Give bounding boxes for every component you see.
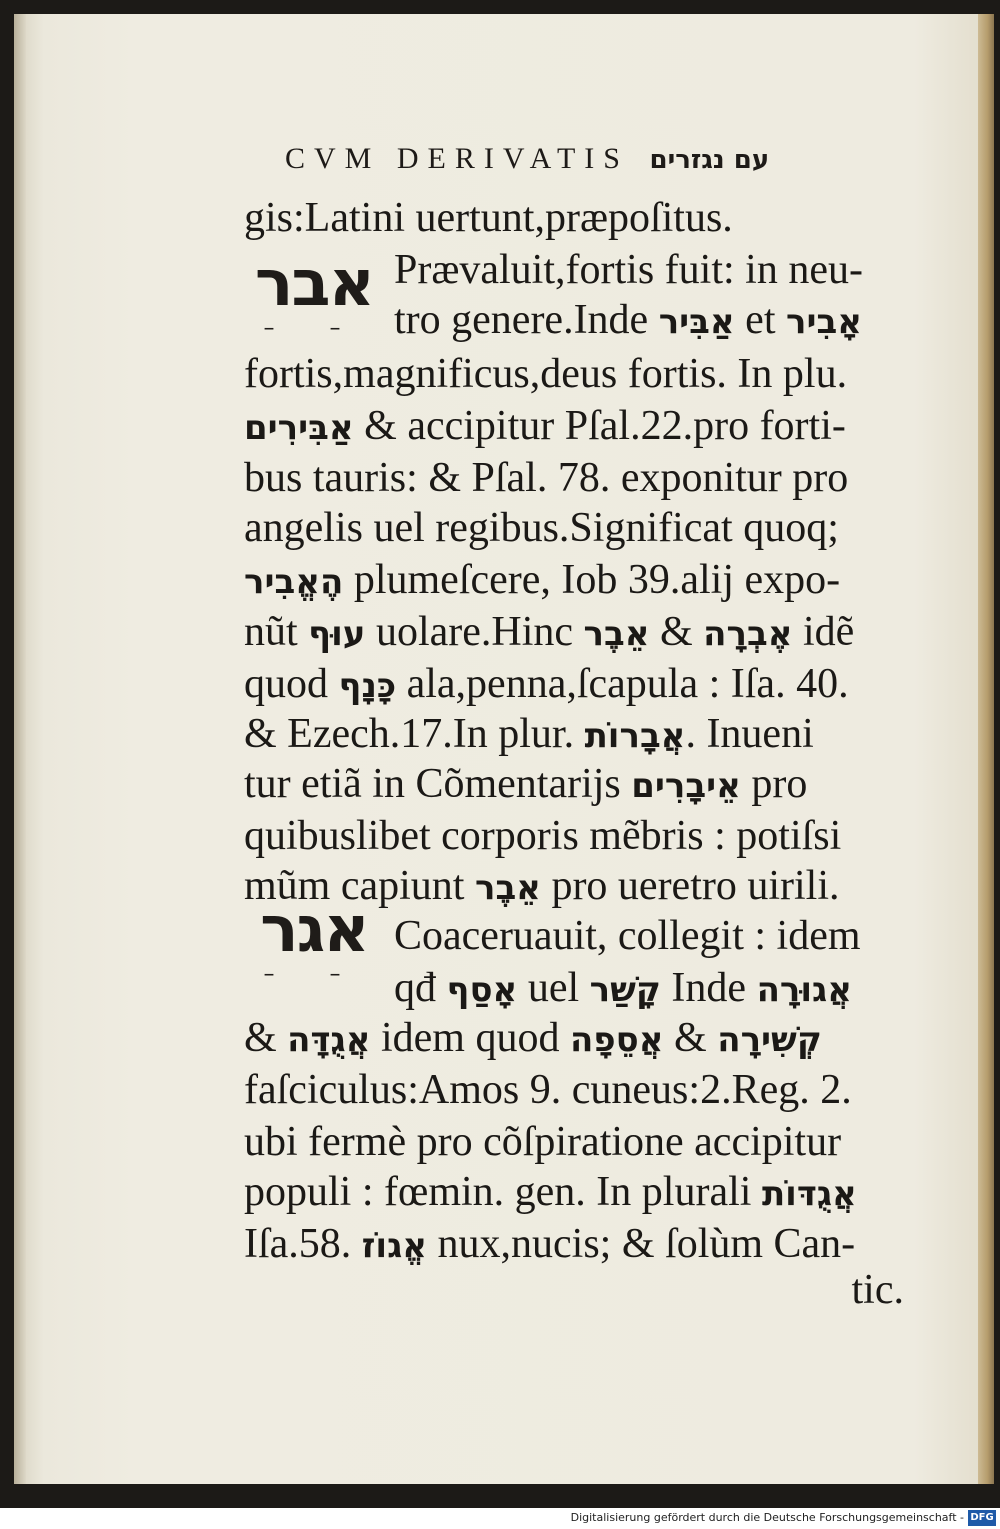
latin-text: bus tauris: & Pſal. 78. exponitur pro xyxy=(244,455,849,501)
page-gutter xyxy=(14,14,26,1484)
text-line xyxy=(394,960,904,1016)
text-line xyxy=(244,190,904,246)
hebrew-word: אֵבֶר xyxy=(474,868,541,908)
latin-text: uolare.Hinc xyxy=(365,609,584,655)
latin-text: & Ezech.17.In plur. xyxy=(244,711,585,757)
text-line xyxy=(244,450,904,506)
text-line xyxy=(244,346,904,402)
running-title: CVM DERIVATIS xyxy=(285,142,629,175)
hebrew-word: אֲסֵפָה xyxy=(569,1020,664,1060)
running-header xyxy=(285,142,885,182)
hebrew-word: אֶבְרָה xyxy=(703,614,793,654)
hebrew-word: אֵבֶר xyxy=(583,614,650,654)
hebrew-word: אָסַף xyxy=(446,970,518,1010)
latin-text: qđ xyxy=(394,965,447,1011)
latin-text: quod xyxy=(244,661,339,707)
footer-bar xyxy=(0,1508,1000,1529)
text-line xyxy=(244,1114,904,1170)
latin-text: Coaceruauit, collegit : idem xyxy=(394,913,861,959)
latin-text: gis:Latini uertunt,præpoſitus. xyxy=(244,195,733,241)
hebrew-word: אֱגוֹז xyxy=(361,1226,428,1266)
text-line xyxy=(244,656,904,712)
hebrew-word: אָבִיר xyxy=(785,302,862,342)
latin-text: fortis,magnificus,deus fortis. In plu. xyxy=(244,351,848,397)
latin-text: & xyxy=(244,1015,288,1061)
latin-text: & accipitur Pſal.22.pro forti- xyxy=(353,403,846,449)
text-line xyxy=(244,604,904,660)
latin-text: mũm capiunt xyxy=(244,863,475,909)
headword-abar-marks: – – xyxy=(263,316,365,341)
text-line xyxy=(394,908,904,964)
latin-text: Prævaluit,fortis fuit: in neu- xyxy=(394,247,863,293)
hebrew-word: כָּנָף xyxy=(338,666,397,706)
text-line xyxy=(244,1262,904,1318)
latin-text: idem quod xyxy=(370,1015,570,1061)
hebrew-word: קְשִׁירָה xyxy=(717,1020,822,1060)
hebrew-word: אַבִּיר xyxy=(658,302,735,342)
latin-text: angelis uel regibus.Significat quoq; xyxy=(244,505,839,551)
latin-text: plumeſcere, Iob 39.alij expo- xyxy=(343,557,841,603)
text-line xyxy=(244,500,904,556)
text-line xyxy=(394,292,904,348)
headword-abar: אבר xyxy=(254,247,374,321)
latin-text: & xyxy=(663,1015,718,1061)
text-line xyxy=(394,242,904,298)
text-line xyxy=(244,858,904,914)
headword-agar: אגר xyxy=(260,893,368,967)
latin-text: ala,penna,ſcapula : Iſa. 40. xyxy=(396,661,849,707)
latin-text: populi : fœmin. gen. In plurali xyxy=(244,1169,762,1215)
text-line xyxy=(244,1164,904,1220)
hebrew-word: אֲבָרוֹת xyxy=(584,716,686,756)
latin-text: & xyxy=(649,609,704,655)
text-line xyxy=(244,398,904,454)
hebrew-word: עוּף xyxy=(308,614,366,654)
headword-agar-marks: – – xyxy=(263,962,365,987)
running-title-hebrew: עם נגזרים xyxy=(649,145,770,175)
text-line xyxy=(244,808,904,864)
text-line xyxy=(244,706,904,762)
latin-text: tur etiã in Cõmentarijs xyxy=(244,761,632,807)
latin-text: ubi fermè pro cõſpiratione accipitur xyxy=(244,1119,842,1165)
latin-text: idẽ xyxy=(792,609,855,655)
latin-text: tic. xyxy=(851,1267,904,1313)
latin-text: faſciculus:Amos 9. cuneus:2.Reg. 2. xyxy=(244,1067,852,1113)
latin-text: Inde xyxy=(660,965,757,1011)
text-line xyxy=(244,552,904,608)
latin-text: pro ueretro uirili. xyxy=(540,863,840,909)
latin-text: et xyxy=(734,297,786,343)
hebrew-word: אֲגוּרָה xyxy=(756,970,853,1010)
text-line xyxy=(244,756,904,812)
funding-notice: Digitalisierung gefördert durch die Deutsche Forschungsgemeinschaft - xyxy=(570,1511,964,1524)
hebrew-word: אֲגֻדּוֹת xyxy=(761,1174,857,1214)
latin-text: tro genere.Inde xyxy=(394,297,659,343)
hebrew-word: אֲגֻדָּה xyxy=(287,1020,371,1060)
latin-text: uel xyxy=(517,965,590,1011)
latin-text: nũt xyxy=(244,609,309,655)
dfg-logo: DFG xyxy=(968,1510,996,1526)
text-line xyxy=(244,1062,904,1118)
latin-text: nux,nucis; & ſolùm Can- xyxy=(427,1221,856,1267)
latin-text: . Inueni xyxy=(685,711,814,757)
latin-text: Iſa.58. xyxy=(244,1221,362,1267)
latin-text: pro xyxy=(740,761,808,807)
text-line xyxy=(244,1010,904,1066)
hebrew-word: קָשַׁר xyxy=(589,970,661,1010)
latin-text: quibuslibet corporis mẽbris : potiſsi xyxy=(244,813,842,859)
hebrew-word: אֵיבָרִים xyxy=(631,766,741,806)
hebrew-word: הֶאֱבִיר xyxy=(244,562,344,602)
page-edge xyxy=(978,14,994,1484)
hebrew-word: אַבִּירִים xyxy=(244,408,354,448)
